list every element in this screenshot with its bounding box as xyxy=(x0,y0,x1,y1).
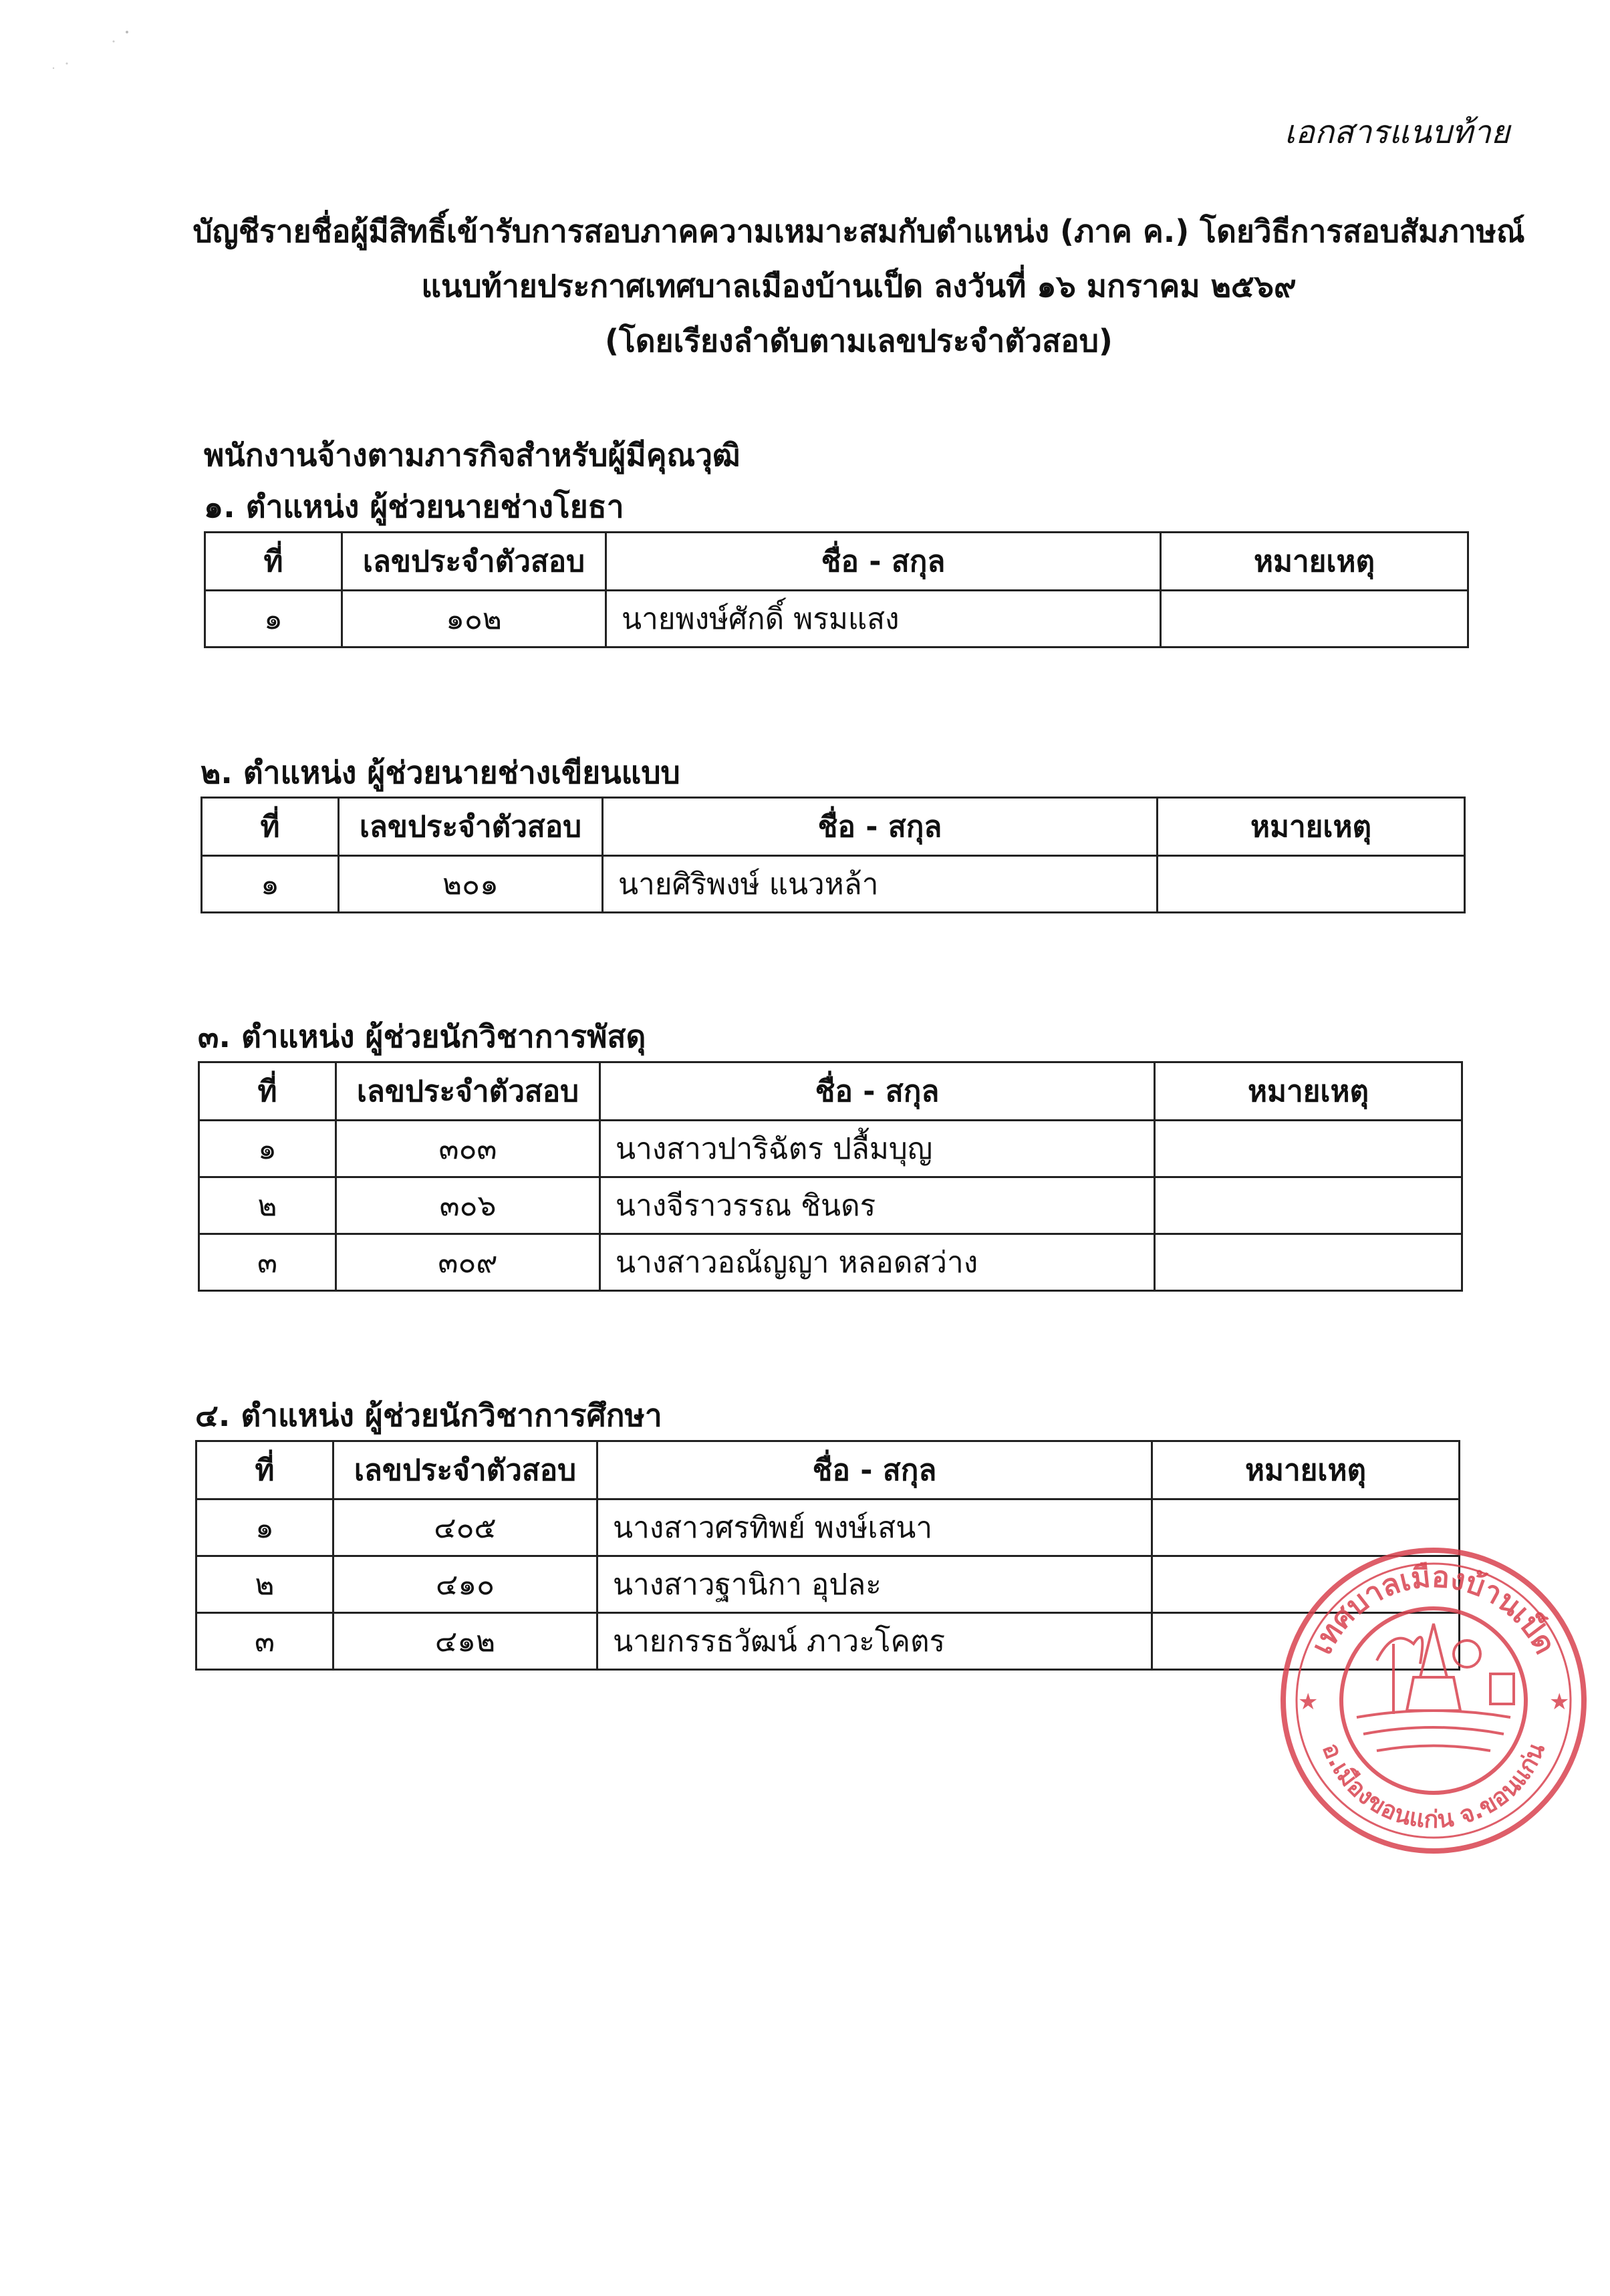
cell-exam-id: ๔๑๒ xyxy=(333,1613,597,1670)
section-number: ๓. xyxy=(198,1018,231,1054)
col-header-exam-id: เลขประจำตัวสอบ xyxy=(333,1441,597,1499)
cell-exam-id: ๓๐๓ xyxy=(336,1121,600,1177)
section-position: ผู้ช่วยนายช่างเขียนแบบ xyxy=(367,754,680,791)
table-row xyxy=(196,1613,1460,1670)
cell-name: นางสาวอณัญญา หลอดสว่าง xyxy=(600,1234,1155,1291)
table-row xyxy=(196,1499,1460,1556)
cell-no: ๒ xyxy=(199,1177,336,1234)
col-header-name: ชื่อ - สกุล xyxy=(600,1062,1155,1121)
col-header-exam-id: เลขประจำตัวสอบ xyxy=(339,798,603,856)
col-header-name: ชื่อ - สกุล xyxy=(606,533,1161,591)
cell-name: นางสาวปาริฉัตร ปลื้มบุญ xyxy=(600,1121,1155,1177)
col-header-remark: หมายเหตุ xyxy=(1155,1062,1462,1121)
section-number: ๒. xyxy=(200,754,233,791)
col-header-exam-id: เลขประจำตัวสอบ xyxy=(336,1062,600,1121)
section-position: ผู้ช่วยนักวิชาการศึกษา xyxy=(364,1397,662,1433)
municipality-seal xyxy=(1277,1544,1591,1858)
cell-exam-id: ๓๐๙ xyxy=(336,1234,600,1291)
section-position: ผู้ช่วยนักวิชาการพัสดุ xyxy=(365,1018,646,1054)
cell-name: นายศิริพงษ์ แนวหล้า xyxy=(603,856,1158,913)
cell-exam-id: ๔๐๕ xyxy=(333,1499,597,1556)
cell-no: ๑ xyxy=(199,1121,336,1177)
section-label: ตำแหน่ง xyxy=(241,1018,355,1054)
cell-exam-id: ๔๑๐ xyxy=(333,1556,597,1613)
cell-exam-id: ๑๐๒ xyxy=(342,591,606,648)
col-header-remark: หมายเหตุ xyxy=(1158,798,1465,856)
cell-no: ๓ xyxy=(199,1234,336,1291)
col-header-no: ที่ xyxy=(202,798,339,856)
cell-exam-id: ๒๐๑ xyxy=(339,856,603,913)
cell-name: นางจีราวรรณ ชินดร xyxy=(600,1177,1155,1234)
section-1-table xyxy=(204,531,1469,648)
section-3-table xyxy=(198,1061,1463,1292)
section-position: ผู้ช่วยนายช่างโยธา xyxy=(370,488,624,525)
col-header-no: ที่ xyxy=(205,533,342,591)
seal-star-icon: ★ xyxy=(1549,1689,1570,1715)
section-3-heading xyxy=(198,1012,646,1061)
col-header-exam-id: เลขประจำตัวสอบ xyxy=(342,533,606,591)
cell-no: ๓ xyxy=(196,1613,333,1670)
cell-no: ๒ xyxy=(196,1556,333,1613)
table-row xyxy=(196,1556,1460,1613)
cell-exam-id: ๓๐๖ xyxy=(336,1177,600,1234)
col-header-remark: หมายเหตุ xyxy=(1161,533,1468,591)
col-header-name: ชื่อ - สกุล xyxy=(603,798,1158,856)
cell-no: ๑ xyxy=(205,591,342,648)
document-title xyxy=(0,204,1610,368)
section-4-heading xyxy=(195,1391,662,1440)
table-header-row xyxy=(205,533,1468,591)
appendix-label: เอกสารแนบท้าย xyxy=(1284,114,1510,151)
section-number: ๑. xyxy=(204,488,235,525)
seal-bottom-text: อ.เมืองขอนแก่น จ.ขอนแก่น xyxy=(1317,1739,1551,1834)
cell-remark xyxy=(1155,1234,1462,1291)
cell-remark xyxy=(1155,1177,1462,1234)
cell-name: นายกรรธวัฒน์ ภาวะโคตร xyxy=(597,1613,1152,1670)
section-number: ๔. xyxy=(195,1397,231,1433)
section-label: ตำแหน่ง xyxy=(245,488,360,525)
section-label: ตำแหน่ง xyxy=(241,1397,354,1433)
table-row xyxy=(199,1121,1462,1177)
title-line-3: (โดยเรียงลำดับตามเลขประจำตัวสอบ) xyxy=(605,323,1113,359)
col-header-no: ที่ xyxy=(199,1062,336,1121)
cell-remark xyxy=(1155,1121,1462,1177)
col-header-no: ที่ xyxy=(196,1441,333,1499)
section-2-heading xyxy=(200,748,680,797)
table-header-row xyxy=(202,798,1465,856)
scan-specks xyxy=(40,27,174,80)
section-4-table xyxy=(195,1440,1460,1671)
cell-no: ๑ xyxy=(196,1499,333,1556)
cell-no: ๑ xyxy=(202,856,339,913)
section-label: ตำแหน่ง xyxy=(243,754,357,791)
table-header-row xyxy=(199,1062,1462,1121)
table-row xyxy=(199,1177,1462,1234)
table-row xyxy=(202,856,1465,913)
seal-star-icon: ★ xyxy=(1298,1689,1319,1715)
cell-remark xyxy=(1158,856,1465,913)
cell-name: นางสาวศรทิพย์ พงษ์เสนา xyxy=(597,1499,1152,1556)
table-row xyxy=(199,1234,1462,1291)
cell-remark xyxy=(1161,591,1468,648)
section-1-heading xyxy=(204,482,624,531)
title-line-2: แนบท้ายประกาศเทศบาลเมืองบ้านเป็ด ลงวันที่ ๑๖ มกราคม ๒๕๖๙ xyxy=(421,268,1297,304)
table-header-row xyxy=(196,1441,1460,1499)
category-heading: พนักงานจ้างตามภารกิจสำหรับผู้มีคุณวุฒิ xyxy=(204,437,741,473)
cell-name: นางสาวฐานิกา อุปละ xyxy=(597,1556,1152,1613)
cell-name: นายพงษ์ศักดิ์ พรมแสง xyxy=(606,591,1161,648)
title-line-1: บัญชีรายชื่อผู้มีสิทธิ์เข้ารับการสอบภาคความเหมาะสมกับตำแหน่ง (ภาค ค.) โดยวิธีการสอบสัมภาษณ์ xyxy=(192,213,1525,249)
section-2-table xyxy=(200,797,1466,913)
seal-top-text: เทศบาลเมืองบ้านเป็ด xyxy=(1305,1560,1563,1660)
col-header-name: ชื่อ - สกุล xyxy=(597,1441,1152,1499)
table-row xyxy=(205,591,1468,648)
col-header-remark: หมายเหตุ xyxy=(1152,1441,1460,1499)
